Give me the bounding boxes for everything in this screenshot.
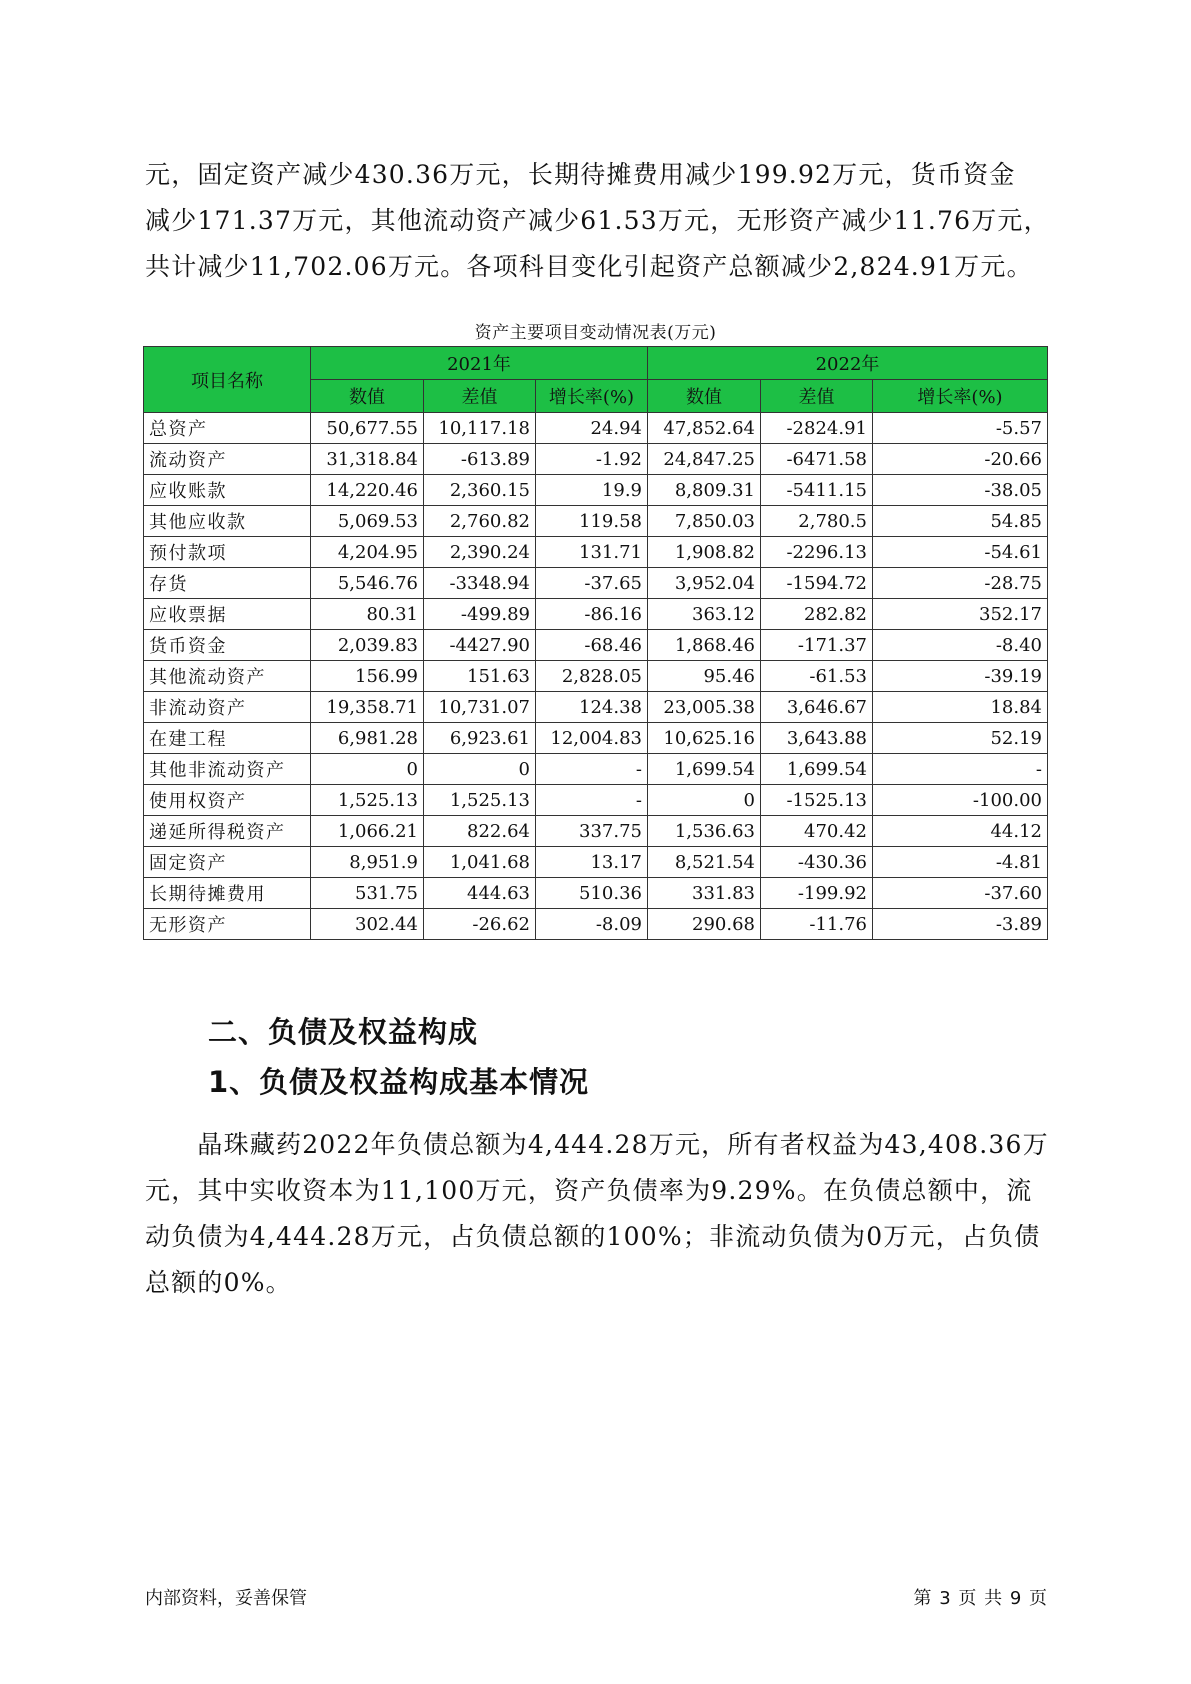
row-item-name: 其他应收款	[144, 506, 311, 537]
row-value-cell: -499.89	[424, 599, 536, 630]
row-item-name: 其他非流动资产	[144, 754, 311, 785]
row-item-name: 无形资产	[144, 909, 311, 940]
asset-change-table	[143, 346, 1048, 940]
row-value-cell: -37.60	[873, 878, 1048, 909]
row-item-name: 在建工程	[144, 723, 311, 754]
row-value-cell: 0	[311, 754, 424, 785]
row-item-name: 货币资金	[144, 630, 311, 661]
subheader-difference: 差值	[761, 380, 873, 413]
body-line: 总额的0%。	[145, 1268, 292, 1297]
row-value-cell: 2,360.15	[424, 475, 536, 506]
section-heading: 二、负债及权益构成	[208, 1015, 479, 1049]
row-value-cell: 10,625.16	[648, 723, 761, 754]
footer-page-number: 第 3 页 共 9 页	[913, 1588, 1048, 1609]
row-value-cell: -	[536, 785, 648, 816]
row-value-cell: -38.05	[873, 475, 1048, 506]
table-row	[144, 568, 1048, 599]
row-value-cell: -3348.94	[424, 568, 536, 599]
row-value-cell: -1594.72	[761, 568, 873, 599]
row-value-cell: -39.19	[873, 661, 1048, 692]
body-line: 元，其中实收资本为11,100万元，资产负债率为9.29%。在负债总额中，流	[145, 1176, 1033, 1205]
row-value-cell: -4427.90	[424, 630, 536, 661]
table-row	[144, 537, 1048, 568]
row-value-cell: -5.57	[873, 413, 1048, 444]
row-value-cell: 6,923.61	[424, 723, 536, 754]
row-value-cell: 24.94	[536, 413, 648, 444]
row-value-cell: 5,069.53	[311, 506, 424, 537]
row-item-name: 应收账款	[144, 475, 311, 506]
row-value-cell: 331.83	[648, 878, 761, 909]
table-row	[144, 847, 1048, 878]
body-line: 动负债为4,444.28万元，占负债总额的100%；非流动负债为0万元，占负债	[145, 1222, 1041, 1251]
table-row	[144, 475, 1048, 506]
row-value-cell: 510.36	[536, 878, 648, 909]
body-line: 晶珠藏药2022年负债总额为4,444.28万元，所有者权益为43,408.36万	[145, 1130, 1049, 1159]
row-value-cell: -11.76	[761, 909, 873, 940]
row-value-cell: 1,699.54	[761, 754, 873, 785]
row-value-cell: 6,981.28	[311, 723, 424, 754]
row-value-cell: 0	[424, 754, 536, 785]
header-year-2021: 2021年	[311, 347, 648, 380]
intro-line: 减少171.37万元，其他流动资产减少61.53万元，无形资产减少11.76万元，	[145, 206, 1050, 235]
row-value-cell: -3.89	[873, 909, 1048, 940]
header-year-2022: 2022年	[648, 347, 1048, 380]
row-value-cell: 44.12	[873, 816, 1048, 847]
row-item-name: 其他流动资产	[144, 661, 311, 692]
row-value-cell: 470.42	[761, 816, 873, 847]
row-value-cell: -37.65	[536, 568, 648, 599]
row-value-cell: 95.46	[648, 661, 761, 692]
row-value-cell: 18.84	[873, 692, 1048, 723]
row-value-cell: 1,908.82	[648, 537, 761, 568]
row-value-cell: -20.66	[873, 444, 1048, 475]
row-value-cell: -2296.13	[761, 537, 873, 568]
row-value-cell: 0	[648, 785, 761, 816]
subsection-heading: 1、负债及权益构成基本情况	[208, 1065, 590, 1099]
intro-line: 共计减少11,702.06万元。各项科目变化引起资产总额减少2,824.91万元。	[145, 252, 1033, 281]
row-value-cell: 282.82	[761, 599, 873, 630]
row-item-name: 存货	[144, 568, 311, 599]
table-row	[144, 599, 1048, 630]
row-value-cell: 124.38	[536, 692, 648, 723]
row-value-cell: 14,220.46	[311, 475, 424, 506]
table-body	[144, 413, 1048, 940]
row-item-name: 长期待摊费用	[144, 878, 311, 909]
row-value-cell: -28.75	[873, 568, 1048, 599]
row-item-name: 递延所得税资产	[144, 816, 311, 847]
table-row	[144, 506, 1048, 537]
row-value-cell: -5411.15	[761, 475, 873, 506]
row-item-name: 使用权资产	[144, 785, 311, 816]
row-value-cell: 3,643.88	[761, 723, 873, 754]
table-row	[144, 413, 1048, 444]
row-value-cell: 12,004.83	[536, 723, 648, 754]
row-value-cell: 31,318.84	[311, 444, 424, 475]
row-value-cell: 337.75	[536, 816, 648, 847]
row-value-cell: 131.71	[536, 537, 648, 568]
row-value-cell: 531.75	[311, 878, 424, 909]
row-item-name: 总资产	[144, 413, 311, 444]
table-row	[144, 909, 1048, 940]
row-value-cell: 1,536.63	[648, 816, 761, 847]
row-value-cell: 10,117.18	[424, 413, 536, 444]
table-row	[144, 661, 1048, 692]
row-value-cell: -100.00	[873, 785, 1048, 816]
row-value-cell: 1,525.13	[424, 785, 536, 816]
row-value-cell: -171.37	[761, 630, 873, 661]
row-value-cell: 23,005.38	[648, 692, 761, 723]
header-item-name: 项目名称	[144, 347, 311, 413]
row-item-name: 固定资产	[144, 847, 311, 878]
row-value-cell: -613.89	[424, 444, 536, 475]
row-value-cell: 1,699.54	[648, 754, 761, 785]
row-value-cell: 2,828.05	[536, 661, 648, 692]
intro-line: 元，固定资产减少430.36万元，长期待摊费用减少199.92万元，货币资金	[145, 160, 1016, 189]
row-item-name: 应收票据	[144, 599, 311, 630]
row-value-cell: 54.85	[873, 506, 1048, 537]
row-value-cell: 80.31	[311, 599, 424, 630]
table-row	[144, 754, 1048, 785]
row-value-cell: 2,039.83	[311, 630, 424, 661]
row-value-cell: -1.92	[536, 444, 648, 475]
subheader-value: 数值	[648, 380, 761, 413]
row-item-name: 预付款项	[144, 537, 311, 568]
subheader-growth-rate: 增长率(%)	[873, 380, 1048, 413]
row-value-cell: 156.99	[311, 661, 424, 692]
row-value-cell: 444.63	[424, 878, 536, 909]
row-value-cell: 50,677.55	[311, 413, 424, 444]
row-value-cell: -4.81	[873, 847, 1048, 878]
table-row	[144, 878, 1048, 909]
row-value-cell: 7,850.03	[648, 506, 761, 537]
subheader-difference: 差值	[424, 380, 536, 413]
row-value-cell: 1,066.21	[311, 816, 424, 847]
row-value-cell: 52.19	[873, 723, 1048, 754]
row-value-cell: 13.17	[536, 847, 648, 878]
row-value-cell: 290.68	[648, 909, 761, 940]
row-value-cell: 3,952.04	[648, 568, 761, 599]
row-value-cell: -199.92	[761, 878, 873, 909]
row-value-cell: 2,780.5	[761, 506, 873, 537]
row-value-cell: 363.12	[648, 599, 761, 630]
row-value-cell: -8.09	[536, 909, 648, 940]
row-item-name: 流动资产	[144, 444, 311, 475]
row-value-cell: -	[873, 754, 1048, 785]
row-value-cell: 19.9	[536, 475, 648, 506]
row-value-cell: 352.17	[873, 599, 1048, 630]
row-value-cell: 119.58	[536, 506, 648, 537]
row-value-cell: 10,731.07	[424, 692, 536, 723]
row-value-cell: 1,525.13	[311, 785, 424, 816]
row-value-cell: 3,646.67	[761, 692, 873, 723]
row-item-name: 非流动资产	[144, 692, 311, 723]
row-value-cell: -6471.58	[761, 444, 873, 475]
row-value-cell: 4,204.95	[311, 537, 424, 568]
footer-confidential-note: 内部资料，妥善保管	[145, 1588, 307, 1609]
row-value-cell: -86.16	[536, 599, 648, 630]
row-value-cell: -1525.13	[761, 785, 873, 816]
subheader-growth-rate: 增长率(%)	[536, 380, 648, 413]
row-value-cell: -8.40	[873, 630, 1048, 661]
intro-paragraph	[145, 152, 1050, 290]
row-value-cell: 302.44	[311, 909, 424, 940]
row-value-cell: 5,546.76	[311, 568, 424, 599]
row-value-cell: 1,868.46	[648, 630, 761, 661]
row-value-cell: 151.63	[424, 661, 536, 692]
subheader-value: 数值	[311, 380, 424, 413]
table-caption: 资产主要项目变动情况表(万元)	[474, 323, 717, 343]
table-row	[144, 630, 1048, 661]
liability-paragraph	[145, 1122, 1049, 1306]
row-value-cell: -54.61	[873, 537, 1048, 568]
table-row	[144, 692, 1048, 723]
row-value-cell: 8,951.9	[311, 847, 424, 878]
row-value-cell: -68.46	[536, 630, 648, 661]
row-value-cell: 19,358.71	[311, 692, 424, 723]
row-value-cell: -	[536, 754, 648, 785]
row-value-cell: 8,521.54	[648, 847, 761, 878]
row-value-cell: -61.53	[761, 661, 873, 692]
row-value-cell: 8,809.31	[648, 475, 761, 506]
row-value-cell: 2,390.24	[424, 537, 536, 568]
row-value-cell: 822.64	[424, 816, 536, 847]
row-value-cell: 2,760.82	[424, 506, 536, 537]
row-value-cell: 47,852.64	[648, 413, 761, 444]
row-value-cell: -26.62	[424, 909, 536, 940]
table-row	[144, 723, 1048, 754]
table-row	[144, 444, 1048, 475]
table-row	[144, 816, 1048, 847]
table-header-row	[144, 347, 1048, 380]
table-row	[144, 785, 1048, 816]
row-value-cell: -2824.91	[761, 413, 873, 444]
row-value-cell: 24,847.25	[648, 444, 761, 475]
row-value-cell: 1,041.68	[424, 847, 536, 878]
row-value-cell: -430.36	[761, 847, 873, 878]
